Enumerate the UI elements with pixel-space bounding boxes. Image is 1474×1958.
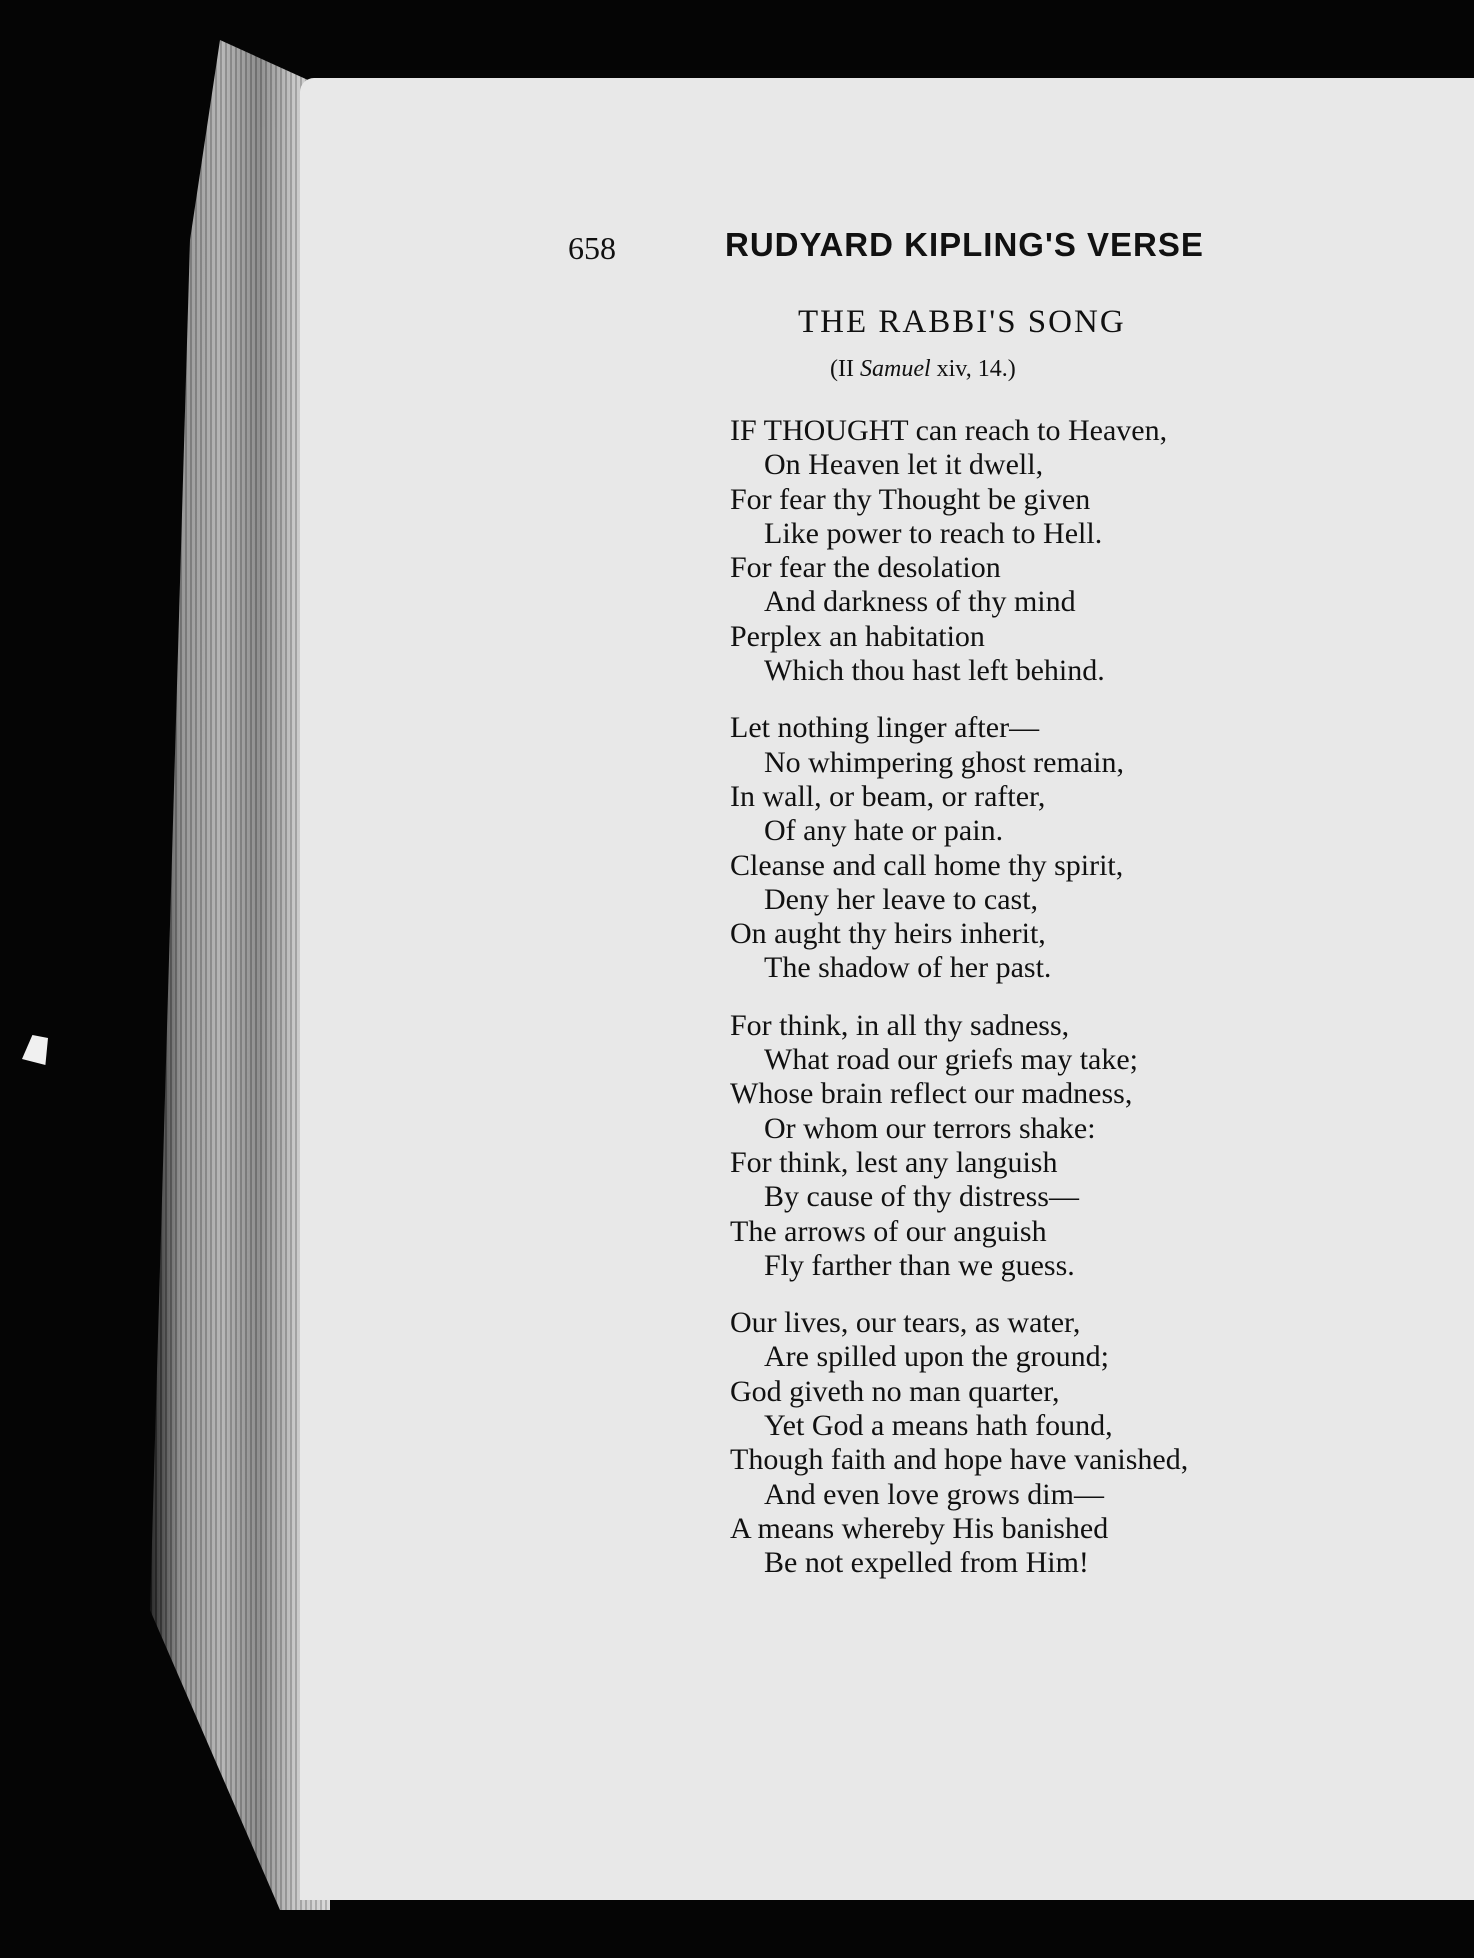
poem-body xyxy=(730,414,1188,1604)
poem-line: Whose brain reflect our madness, xyxy=(730,1077,1133,1111)
poem-reference xyxy=(830,356,1016,383)
poem-stanza xyxy=(730,1009,1188,1283)
poem-line: On aught thy heirs inherit, xyxy=(730,917,1046,951)
poem-line: Be not expelled from Him! xyxy=(764,1546,1089,1580)
poem-line: Of any hate or pain. xyxy=(764,814,1004,848)
poem-line: For fear the desolation xyxy=(730,551,1001,585)
poem-stanza xyxy=(730,414,1188,688)
poem-line: By cause of thy distress— xyxy=(764,1180,1079,1214)
poem-line: Deny her leave to cast, xyxy=(764,882,1039,916)
poem-line: Fly farther than we guess. xyxy=(764,1248,1075,1282)
poem-line: God giveth no man quarter, xyxy=(730,1374,1060,1408)
reference-prefix: (II xyxy=(830,356,854,382)
poem-title: THE RABBI'S SONG xyxy=(798,304,1126,340)
poem-line: Though faith and hope have vanished, xyxy=(730,1443,1189,1477)
poem-line: A means whereby His banished xyxy=(730,1511,1109,1545)
poem-line: Cleanse and call home thy spirit, xyxy=(730,848,1124,882)
poem-line: Or whom our terrors shake: xyxy=(764,1111,1096,1145)
book-page xyxy=(300,78,1474,1900)
poem-line: Our lives, our tears, as water, xyxy=(730,1306,1081,1340)
poem-stanza xyxy=(730,711,1188,985)
poem-line: For think, in all thy sadness, xyxy=(730,1008,1070,1042)
poem-line: And darkness of thy mind xyxy=(764,585,1076,619)
poem-line: Like power to reach to Hell. xyxy=(764,516,1103,550)
poem-line: IF THOUGHT can reach to Heaven, xyxy=(730,414,1168,447)
poem-line: Which thou hast left behind. xyxy=(764,654,1105,688)
poem-line: Let nothing linger after— xyxy=(730,711,1040,745)
poem-stanza xyxy=(730,1306,1188,1580)
poem-line: The shadow of her past. xyxy=(764,951,1052,985)
poem-line: For fear thy Thought be given xyxy=(730,482,1091,516)
poem-line: The arrows of our anguish xyxy=(730,1214,1047,1248)
scan-artifact xyxy=(22,1035,48,1065)
poem-line: And even love grows dim— xyxy=(764,1477,1104,1511)
poem-line: Perplex an habitation xyxy=(730,619,985,653)
poem-line: Are spilled upon the ground; xyxy=(764,1340,1109,1374)
reference-rest: xiv, 14.) xyxy=(936,356,1016,382)
poem-line: For think, lest any languish xyxy=(730,1145,1058,1179)
poem-line: No whimpering ghost remain, xyxy=(764,745,1124,779)
running-header: RUDYARD KIPLING'S VERSE xyxy=(725,226,1204,263)
poem-line: In wall, or beam, or rafter, xyxy=(730,779,1046,813)
page-number: 658 xyxy=(568,230,616,266)
poem-line: What road our griefs may take; xyxy=(764,1043,1139,1077)
reference-book: Samuel xyxy=(859,356,931,382)
poem-line: On Heaven let it dwell, xyxy=(764,448,1044,482)
poem-line: Yet God a means hath found, xyxy=(764,1409,1113,1443)
